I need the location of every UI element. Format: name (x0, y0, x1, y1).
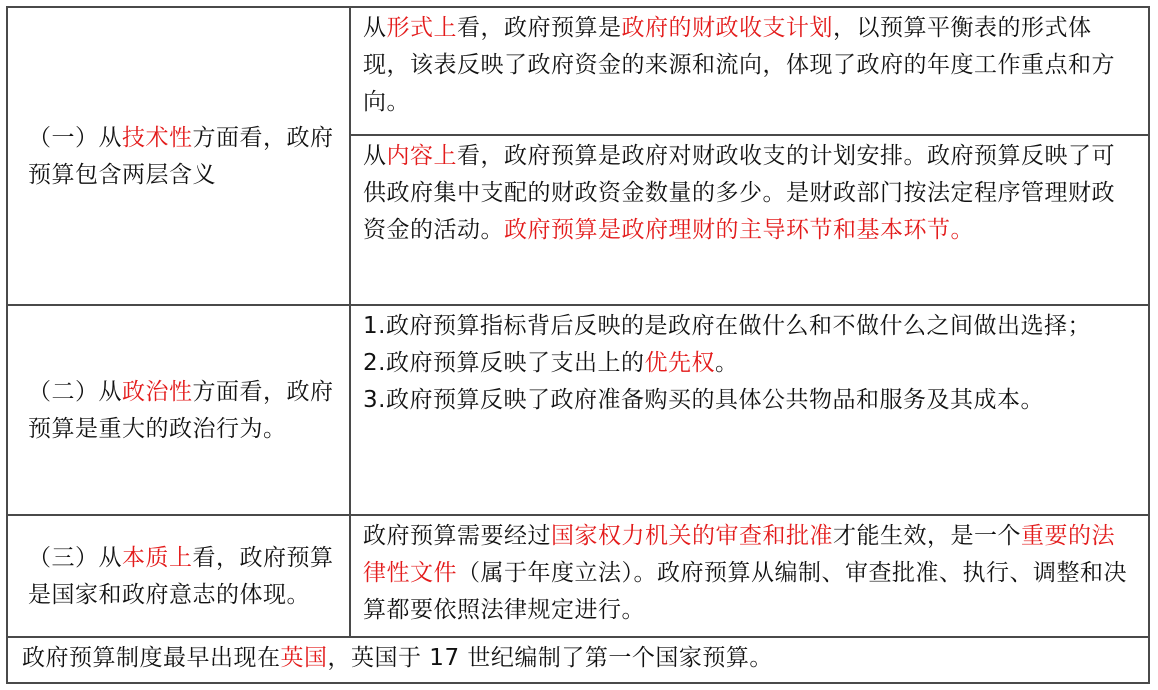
row2-item-3 (363, 382, 1138, 419)
highlighted-text: 重要的法律性文件 (363, 523, 1115, 586)
highlighted-text: 国家权力机关的审查和批准 (551, 523, 833, 549)
text-run: （二）从 (28, 379, 122, 405)
text-run: 才能生效，是一个 (833, 523, 1021, 549)
highlighted-text: 英国 (280, 645, 328, 671)
highlighted-text: 内容上 (386, 143, 457, 169)
text-run: 3.政府预算反映了政府准备购买的具体公共物品和服务及其成本。 (363, 387, 1044, 413)
text-run: ，以预算平衡表的形式体现，该表反映了政府资金的来源和流向，体现了政府的年度工作重点和方向。 (363, 15, 1115, 115)
highlighted-text: 政府的财政收支计划 (621, 15, 833, 41)
footer-text (22, 640, 1138, 677)
text-run: 看，政府预算是国家和政府意志的体现。 (28, 545, 334, 608)
highlighted-text: 优先权 (644, 350, 715, 376)
row2-heading (28, 374, 337, 448)
text-run: 从 (363, 15, 387, 41)
row1-heading (28, 120, 337, 194)
row3-text-cell (351, 516, 1148, 636)
highlighted-text: 形式上 (386, 15, 457, 41)
text-run: 方面看，政府预算包含两层含义 (28, 125, 334, 188)
row3-text (363, 518, 1138, 629)
text-run: 1.政府预算指标背后反映的是政府在做什么和不做什么之间做出选择； (363, 313, 1091, 339)
text-run: 方面看，政府预算是重大的政治行为。 (28, 379, 334, 442)
text-run: 政府预算制度最早出现在 (22, 645, 281, 671)
text-run: 看，政府预算是 (457, 15, 622, 41)
row3-heading (28, 540, 337, 614)
text-run: 从 (363, 143, 387, 169)
footer-cell (8, 638, 1148, 682)
highlighted-text: 技术性 (122, 125, 193, 151)
row1-heading-cell (8, 8, 349, 304)
text-run: 。 (714, 350, 739, 376)
row2-item-2 (363, 345, 1138, 382)
row2-heading-cell (8, 306, 349, 514)
text-run: ，英国于 17 世纪编制了第一个国家预算。 (327, 645, 773, 671)
highlighted-text: 政治性 (122, 379, 193, 405)
text-run: 看，政府预算是政府对财政收支的计划安排。政府预算反映了可供政府集中支配的财政资金数量的多少。是财政部门按法定程序管理财政资金的活动。 (363, 143, 1115, 243)
text-run: 政府预算需要经过 (363, 523, 551, 549)
text-run: （属于年度立法）。政府预算从编制、审查批准、执行、调整和决算都要依照法律规定进行。 (363, 560, 1127, 623)
highlighted-text: 本质上 (122, 545, 193, 571)
row1-content-cell (351, 136, 1148, 304)
row1-form-cell (351, 8, 1148, 134)
row2-item-1 (363, 308, 1138, 345)
budget-table (6, 6, 1150, 684)
text-run: 2.政府预算反映了支出上的 (363, 350, 645, 376)
row2-items-cell (351, 306, 1148, 514)
highlighted-text: 政府预算是政府理财的主导环节和基本环节。 (504, 217, 974, 243)
text-run: （一）从 (28, 125, 122, 151)
row1-content-text (363, 138, 1138, 249)
row1-form-text (363, 10, 1138, 121)
text-run: （三）从 (28, 545, 122, 571)
row3-heading-cell (8, 516, 349, 636)
